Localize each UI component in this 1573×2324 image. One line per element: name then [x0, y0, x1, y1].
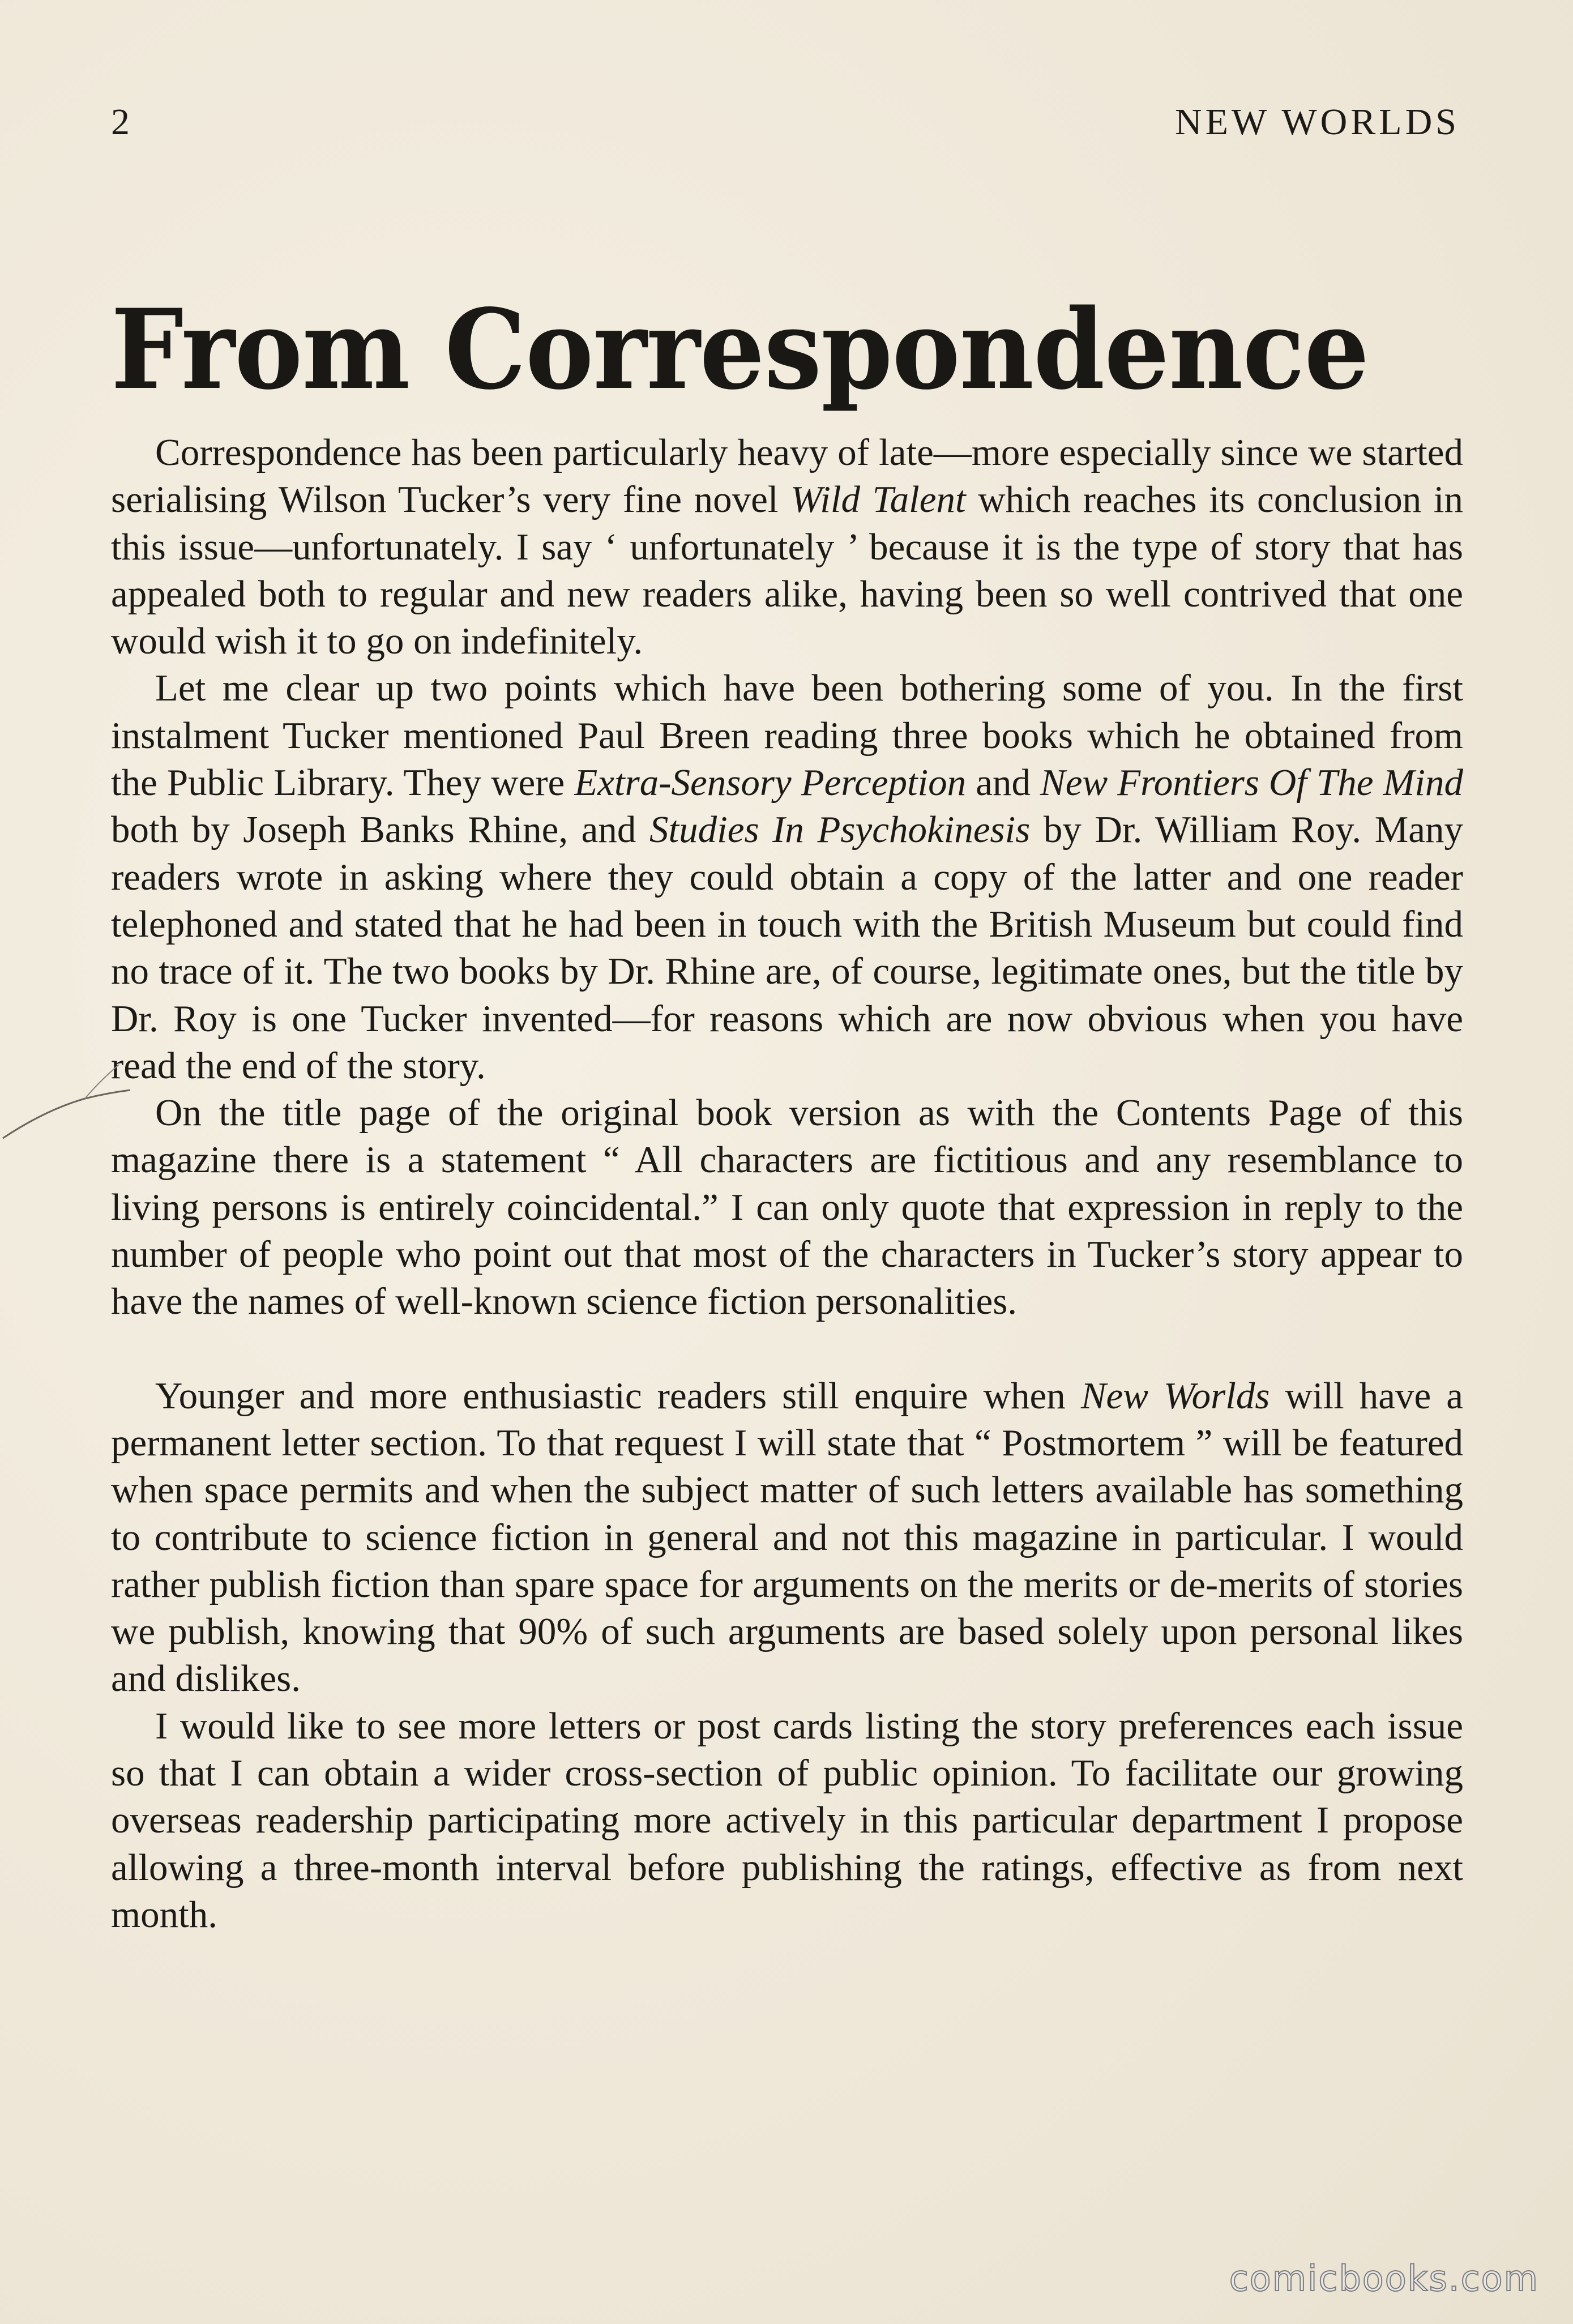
running-head [111, 101, 1460, 152]
text-run: both by Joseph Banks Rhine, and [111, 809, 649, 851]
paragraph [111, 1090, 1463, 1325]
italic-title-text: New Frontiers Of The Mind [1040, 762, 1463, 804]
italic-title-text: Extra-Sensory Perception [574, 762, 967, 804]
text-run: Let me clear up two points which have been bothering some of you. In the first instalment Tucker mentioned Paul Breen reading three books which he obtained from the Public Library. They were [111, 667, 1463, 804]
text-run: by Dr. William Roy. Many readers wrote in asking where they could obtain a copy of the latter and one reader telephoned and stated that he had been in touch with the British Museum but could find no trace of it. The two books by Dr. Rhine are, of course, legitimate ones, but the title by Dr. Roy is one Tucker invented—for reasons which are now obvious when you have read the end of the story. [111, 809, 1464, 1087]
text-run: and [966, 762, 1041, 804]
text-run: Younger and more enthusiastic readers still enquire when [155, 1374, 1081, 1417]
article-body [111, 429, 1463, 1938]
paragraph [111, 1373, 1463, 1703]
paragraph [111, 1703, 1463, 1938]
text-run: which reaches its conclusion in this issue—unfortunately. I say ‘ unfortunately ’ because it is the type of story that has appealed both to regular and new readers alike, having been so well contrived that one would wish it to go on indefinitely. [111, 479, 1463, 663]
paragraph [111, 665, 1463, 1090]
italic-title-text: Wild Talent [790, 479, 966, 521]
italic-title-text: New Worlds [1080, 1374, 1270, 1417]
page-number: 2 [111, 101, 133, 143]
article-title: From Correspondence [111, 285, 1369, 414]
journal-name: NEW WORLDS [1174, 101, 1460, 143]
pen-stroke-mark [0, 1019, 136, 1167]
paragraph [111, 429, 1463, 665]
text-run: Correspondence has been particularly heavy of late—more especially since we started serialising Wilson Tucker’s very fine novel [111, 432, 1463, 521]
italic-title-text: Studies In Psychokinesis [649, 809, 1031, 851]
text-run: will have a permanent letter section. To that request I will state that “ Postmortem ” will be featured when space permits and when the subject matter of such letters available has something to contribute to science fiction in general and not this magazine in particular. I would rather publish fiction than spare space for arguments on the merits or de-merits of stories we publish, knowing that 90% of such arguments are based solely upon personal likes and dislikes. [111, 1374, 1463, 1700]
text-run: I would like to see more letters or post cards listing the story preferences each issue so that I can obtain a wider cross-section of public opinion. To facilitate our growing overseas readership participating more actively in this particular department I propose allowing a three-month interval before publishing the ratings, effective as from next month. [111, 1704, 1463, 1936]
watermark: comicbooks.com [1229, 2258, 1539, 2299]
text-run: On the title page of the original book version as with the Contents Page of this magazine there is a statement “ All characters are fictitious and any resemblance to living persons is entirely coincidental.” I can only quote that expression in reply to the number of people who point out that most of the characters in Tucker’s story appear to have the names of well-known science fiction personalities. [111, 1092, 1463, 1323]
